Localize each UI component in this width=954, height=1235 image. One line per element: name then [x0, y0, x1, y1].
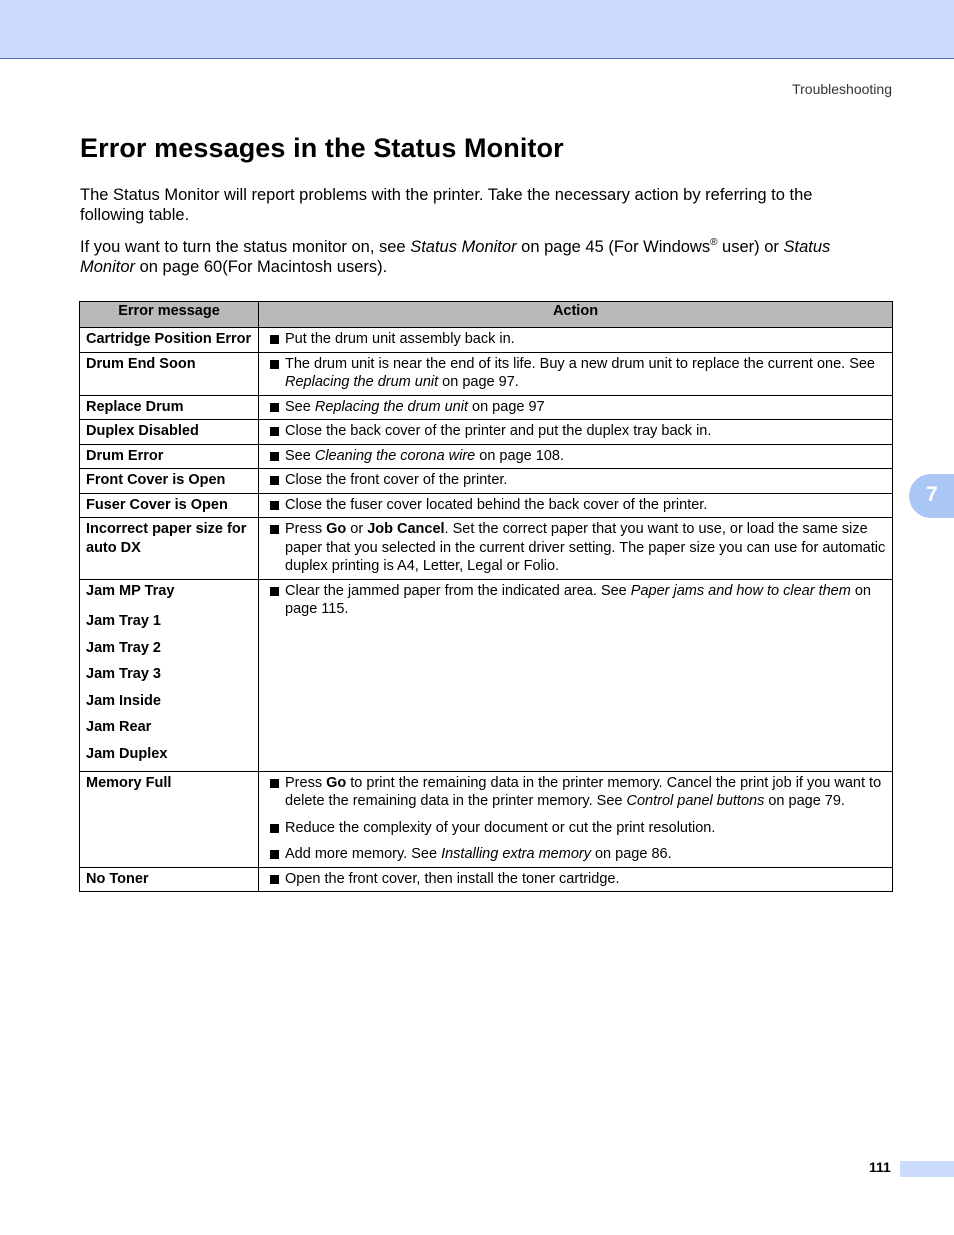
error-message-cell — [80, 771, 259, 867]
page-number-bar — [900, 1161, 954, 1177]
action-cell — [259, 444, 893, 469]
header-error-message: Error message — [80, 302, 259, 328]
table-row — [80, 420, 893, 445]
action-item — [265, 520, 886, 576]
cross-reference-link[interactable]: Replacing the drum unit — [285, 374, 439, 390]
action-text: Close the fuser cover located behind the back cover of the printer. — [285, 496, 708, 513]
table-body — [80, 328, 893, 892]
table-row — [80, 395, 893, 420]
action-item — [265, 496, 886, 515]
intro-paragraph-1: The Status Monitor will report problems with the printer. Take the necessary action by referring to the following table. — [80, 186, 813, 224]
error-message: Jam Inside — [86, 692, 161, 709]
action-cell — [259, 352, 893, 395]
action-item — [265, 422, 886, 441]
action-text: on page 97 — [468, 398, 545, 415]
action-text: Clear the jammed paper from the indicated area. See — [285, 582, 631, 599]
table-row — [80, 493, 893, 518]
action-item — [265, 582, 886, 619]
error-message: No Toner — [86, 870, 149, 887]
error-message: Cartridge Position Error — [86, 331, 252, 347]
error-table — [79, 301, 893, 892]
error-message: Jam Tray 2 — [86, 639, 161, 656]
intro-text: user) or — [717, 238, 784, 256]
action-cell — [259, 493, 893, 518]
action-text: See — [285, 398, 315, 415]
error-message: Jam Duplex — [86, 745, 168, 762]
header-action: Action — [259, 302, 893, 328]
action-item — [265, 330, 886, 349]
cross-reference-link[interactable]: Replacing the drum unit — [314, 398, 468, 415]
action-item — [265, 471, 886, 490]
chapter-tab[interactable] — [909, 474, 954, 518]
error-message: Memory Full — [86, 774, 172, 791]
button-name: Job Cancel — [367, 521, 445, 537]
action-text: on page 79. — [764, 793, 845, 810]
table-row — [80, 328, 893, 353]
action-text: to print the remaining data in the printer memory. Cancel the print job if you want to delete the remaining data in the printer memory. See — [285, 774, 882, 810]
action-item — [265, 845, 886, 864]
error-message: Drum End Soon — [86, 355, 196, 372]
action-text: Press — [285, 521, 327, 537]
top-band — [0, 0, 954, 59]
action-text: on page 108. — [475, 447, 564, 464]
table-row — [80, 771, 893, 867]
error-message: Fuser Cover is Open — [86, 496, 228, 513]
action-text: Add more memory. See — [285, 846, 442, 863]
table-header-row — [80, 302, 893, 328]
error-message-cell — [80, 444, 259, 469]
error-message-cell — [80, 395, 259, 420]
action-item — [265, 870, 886, 889]
error-message: Duplex Disabled — [86, 423, 199, 439]
action-text: Press — [285, 774, 327, 791]
error-message-cell — [80, 469, 259, 494]
action-text: Close the back cover of the printer and put the duplex tray back in. — [285, 423, 712, 439]
intro-text: on page 60(For Macintosh users). — [135, 258, 388, 276]
error-message: Drum Error — [86, 447, 164, 464]
error-message: Jam MP Tray — [86, 582, 175, 599]
chapter-number: 7 — [926, 483, 938, 506]
error-message-cell — [80, 352, 259, 395]
error-message: Front Cover is Open — [86, 472, 226, 488]
error-message: Jam Rear — [86, 719, 152, 736]
action-cell — [259, 771, 893, 867]
intro-text: on page 45 (For Windows — [516, 238, 711, 256]
action-cell — [259, 395, 893, 420]
section-label: Troubleshooting — [792, 81, 892, 97]
error-message-cell — [80, 579, 259, 771]
cross-reference-link[interactable]: Paper jams and how to clear them — [630, 582, 851, 599]
action-cell — [259, 518, 893, 580]
action-item — [265, 774, 886, 811]
action-text: See — [285, 447, 315, 464]
registered-mark: ® — [710, 237, 718, 248]
action-text: Open the front cover, then install the toner cartridge. — [285, 870, 620, 887]
table-row — [80, 579, 893, 771]
action-item — [265, 447, 886, 466]
error-message-cell — [80, 867, 259, 892]
status-monitor-link-mac[interactable]: Status Monitor — [80, 238, 831, 276]
table-row — [80, 867, 893, 892]
action-text: on page 86. — [590, 846, 672, 863]
error-message-cell — [80, 328, 259, 353]
action-text: . Set the correct paper that you want to use, or load the same size paper that you selected in the current driver setting. The paper size you can use for automatic duplex printing is A4, Letter, Legal or Folio. — [285, 521, 886, 574]
page-title: Error messages in the Status Monitor — [80, 133, 564, 163]
error-message: Jam Tray 1 — [86, 613, 161, 629]
cross-reference-link[interactable]: Installing extra memory — [441, 846, 591, 863]
table-row — [80, 518, 893, 580]
action-text: Put the drum unit assembly back in. — [285, 331, 515, 347]
page-number: 111 — [869, 1159, 891, 1175]
table-row — [80, 352, 893, 395]
table-row — [80, 444, 893, 469]
action-item — [265, 355, 886, 392]
action-item — [265, 398, 886, 417]
cross-reference-link[interactable]: Cleaning the corona wire — [314, 447, 476, 464]
error-message-cell — [80, 518, 259, 580]
action-cell — [259, 579, 893, 771]
table-row — [80, 469, 893, 494]
error-message-cell — [80, 493, 259, 518]
action-text: or — [346, 521, 368, 537]
intro-text: If you want to turn the status monitor on, see — [80, 238, 411, 256]
button-name: Go — [326, 774, 347, 791]
action-item — [265, 819, 886, 838]
action-cell — [259, 328, 893, 353]
cross-reference-link[interactable]: Control panel buttons — [626, 793, 765, 810]
action-text: Close the front cover of the printer. — [285, 472, 508, 488]
button-name: Go — [326, 521, 347, 537]
action-text: Reduce the complexity of your document or cut the print resolution. — [285, 819, 716, 836]
error-message: Replace Drum — [86, 398, 184, 415]
status-monitor-link-windows[interactable]: Status Monitor — [410, 238, 517, 256]
action-cell — [259, 420, 893, 445]
error-message: Incorrect paper size for auto DX — [86, 521, 247, 556]
error-message-cell — [80, 420, 259, 445]
error-message: Jam Tray 3 — [86, 666, 161, 683]
action-cell — [259, 469, 893, 494]
action-text: The drum unit is near the end of its life. Buy a new drum unit to replace the current one. See — [285, 355, 875, 372]
action-cell — [259, 867, 893, 892]
intro-paragraph-2 — [80, 237, 880, 277]
action-text: on page 97. — [438, 374, 519, 390]
action-text: on page 115. — [285, 582, 871, 617]
